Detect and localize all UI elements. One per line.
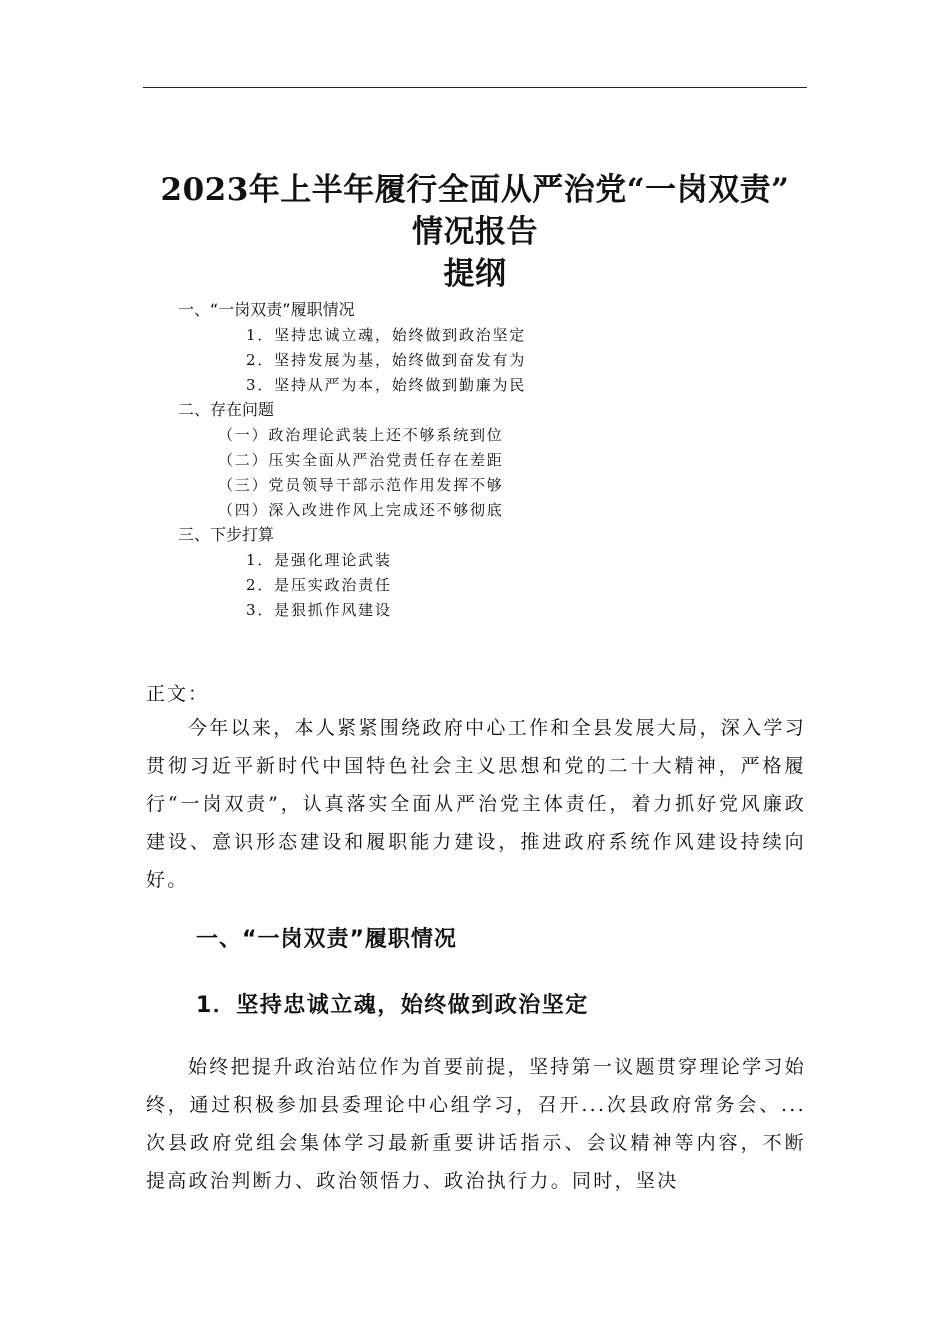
- intro-paragraph-block: [146, 709, 806, 899]
- outline-section-3: 三、下步打算: [178, 525, 275, 544]
- outline-item: （一）政治理论武装上还不够系统到位: [218, 426, 504, 444]
- body-paragraph: 始终把提升政治站位作为首要前提，坚持第一议题贯穿理论学习始终，通过积极参加县委理论中心组学习，召开...次县政府常务会、...次县政府党组会集体学习最新重要讲话指示、会议精神等内容，不断提高政治判断力、政治领悟力、政治执行力。同时，坚决: [146, 1056, 806, 1192]
- outline-item: 3．是狠抓作风建设: [246, 601, 392, 619]
- document-title-line2: 情况报告: [412, 214, 538, 250]
- subsection-heading: 1．坚持忠诚立魂，始终做到政治坚定: [196, 993, 589, 1018]
- outline-item: 3．坚持从严为本，始终做到勤廉为民: [246, 376, 527, 394]
- outline-item: （二）压实全面从严治党责任存在差距: [218, 451, 504, 469]
- outline-item: 1．坚持忠诚立魂，始终做到政治坚定: [246, 326, 527, 344]
- outline-section-2: 二、存在问题: [178, 400, 275, 419]
- header-rule: [143, 87, 807, 88]
- intro-paragraph: 今年以来，本人紧紧围绕政府中心工作和全县发展大局，深入学习贯彻习近平新时代中国特色社会主义思想和党的二十大精神，严格履行“一岗双责”，认真落实全面从严治党主体责任，着力抓好党风廉政建设、意识形态建设和履职能力建设，推进政府系统作风建设持续向好。: [146, 717, 806, 891]
- outline-item: （三）党员领导干部示范作用发挥不够: [218, 476, 504, 494]
- outline-item: 2．是压实政治责任: [246, 576, 392, 594]
- outline-item: 1．是强化理论武装: [246, 551, 392, 569]
- outline-title: 提纲: [443, 256, 507, 292]
- document-title-line1: 2023年上半年履行全面从严治党“一岗双责”: [160, 172, 790, 208]
- outline-item: （四）深入改进作风上完成还不够彻底: [218, 501, 504, 519]
- body-paragraph-block: [146, 1048, 806, 1200]
- body-label: 正文：: [146, 683, 210, 705]
- outline-section-1: 一、“一岗双责”履职情况: [178, 300, 355, 319]
- section-heading: 一、“一岗双责”履职情况: [196, 927, 457, 952]
- outline-item: 2．坚持发展为基，始终做到奋发有为: [246, 351, 527, 369]
